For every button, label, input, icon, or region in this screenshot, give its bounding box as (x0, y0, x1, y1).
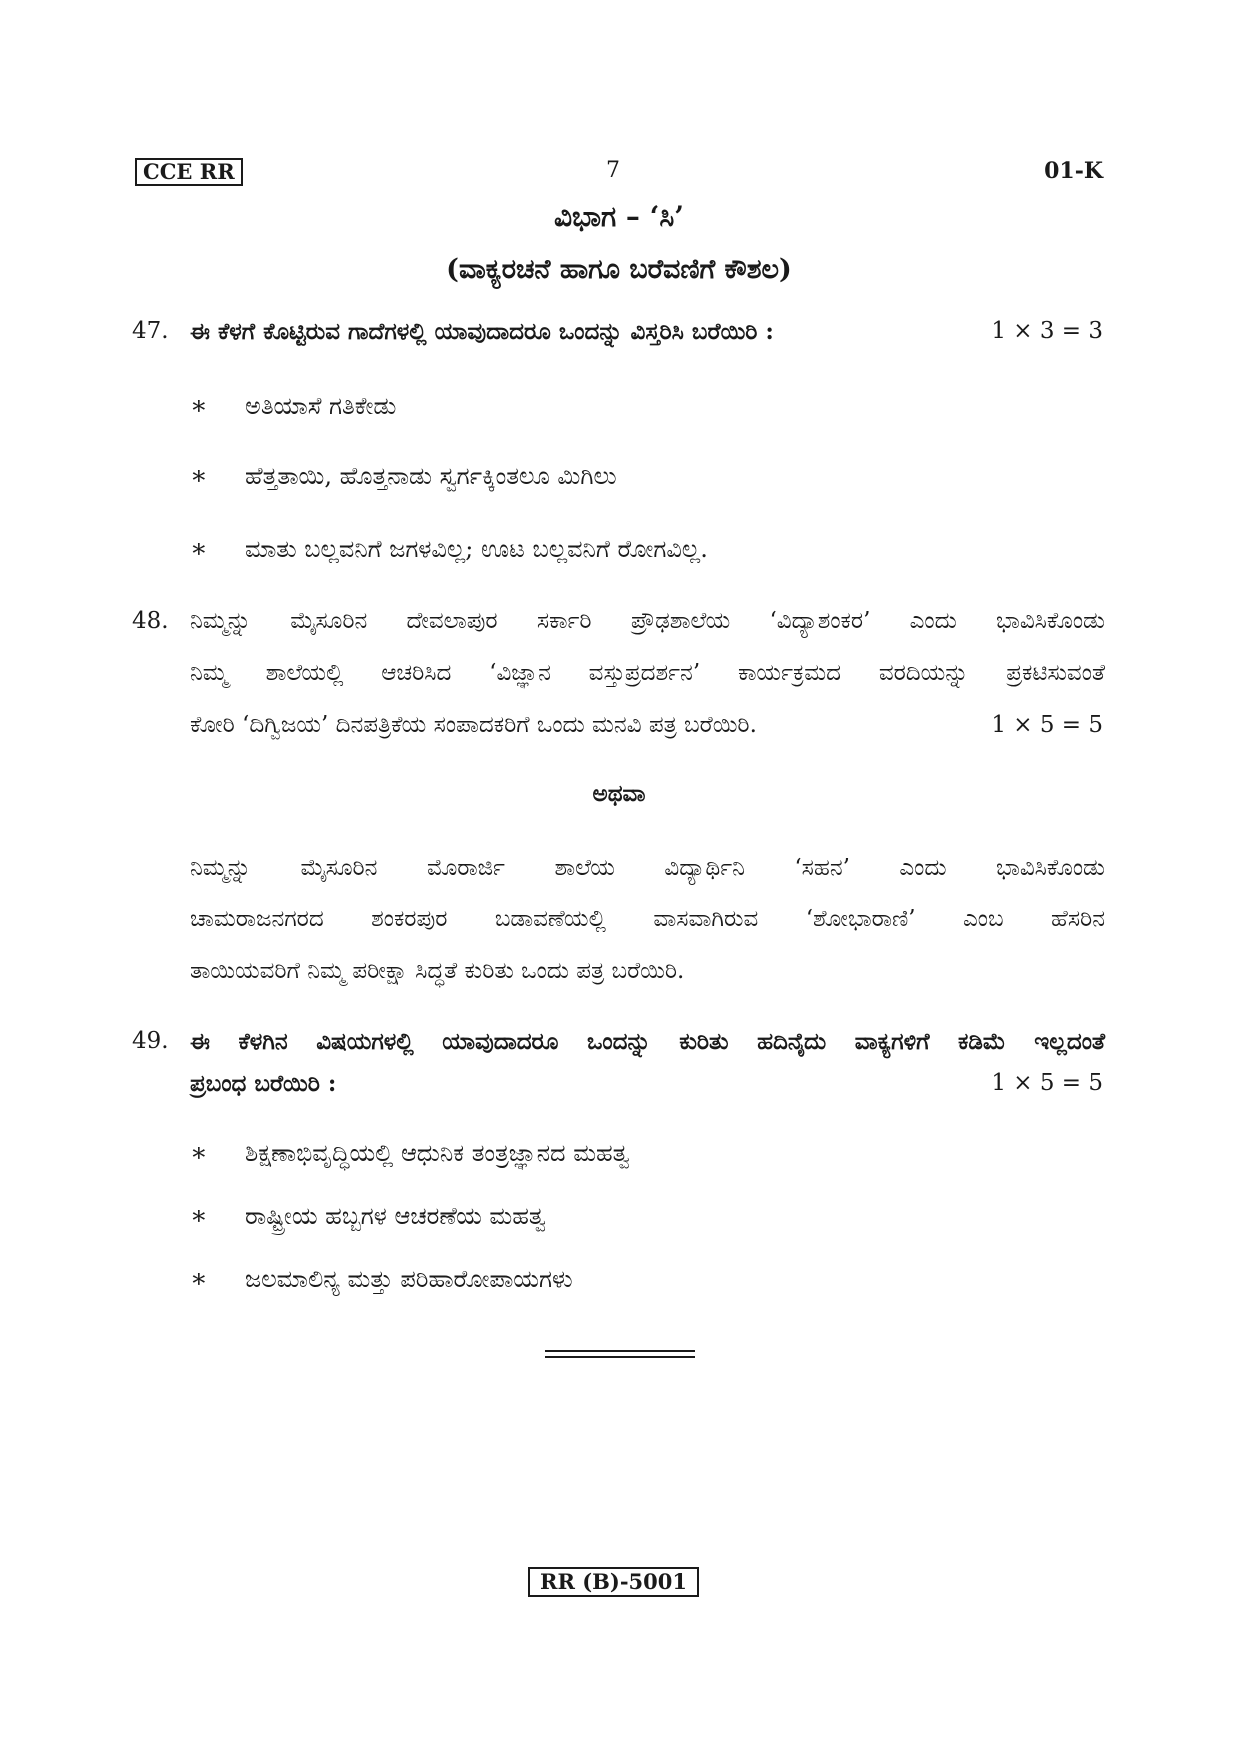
list-item: ಅತಿಯಾಸೆ ಗತಿಕೇಡು (245, 392, 397, 420)
list-item: ರಾಷ್ಟ್ರೀಯ ಹಬ್ಬಗಳ ಆಚರಣೆಯ ಮಹತ್ವ (245, 1202, 546, 1230)
header-code-box: CCE RR (135, 158, 243, 186)
bullet-icon: ∗ (190, 1201, 208, 1231)
list-item: ಹೆತ್ತತಾಯಿ, ಹೊತ್ತನಾಡು ಸ್ವರ್ಗಕ್ಕಿಂತಲೂ ಮಿಗಿಲು (245, 462, 617, 490)
question-number: 47. (132, 318, 169, 344)
question-text: ಪ್ರಬಂಧ ಬರೆಯಿರಿ : (190, 1070, 337, 1097)
section-subtitle: (ವಾಕ್ಯರಚನೆ ಹಾಗೂ ಬರೆವಣಿಗೆ ಕೌಶಲ) (446, 254, 792, 285)
bullet-icon: ∗ (190, 1138, 208, 1168)
question-marks: 1 × 5 = 5 (991, 1070, 1103, 1096)
alternative-line: ತಾಯಿಯವರಿಗೆ ನಿಮ್ಮ ಪರೀಕ್ಷಾ ಸಿದ್ಧತೆ ಕುರಿತು ಒಂದು ಪತ್ರ ಬರೆಯಿರಿ. (190, 958, 685, 984)
footer-code-box: RR (B)-5001 (528, 1567, 699, 1597)
list-item: ಮಾತು ಬಲ್ಲವನಿಗೆ ಜಗಳವಿಲ್ಲ; ಊಟ ಬಲ್ಲವನಿಗೆ ರೋಗವಿಲ್ಲ. (245, 535, 708, 563)
alternative-line: ನಿಮ್ಮನ್ನು ಮೈಸೂರಿನ ಮೊರಾರ್ಜಿ ಶಾಲೆಯ ವಿದ್ಯಾರ್ಥಿನಿ ‘ಸಹನ’ ಎಂದು ಭಾವಿಸಿಕೊಂಡು (190, 855, 1105, 881)
list-item: ಶಿಕ್ಷಣಾಭಿವೃದ್ಧಿಯಲ್ಲಿ ಆಧುನಿಕ ತಂತ್ರಜ್ಞಾನದ ಮಹತ್ವ (245, 1139, 630, 1167)
or-label: ಅಥವಾ (592, 780, 646, 807)
question-marks: 1 × 3 = 3 (991, 318, 1103, 344)
bullet-icon: ∗ (190, 1264, 208, 1294)
question-line: ಕೋರಿ ‘ದಿಗ್ವಿಜಯ’ ದಿನಪತ್ರಿಕೆಯ ಸಂಪಾದಕರಿಗೆ ಒಂದು ಮನವಿ ಪತ್ರ ಬರೆಯಿರಿ. (190, 712, 757, 738)
end-rule-bottom (545, 1356, 695, 1358)
page-number: 7 (606, 158, 620, 183)
bullet-icon: ∗ (190, 534, 208, 564)
question-line: ನಿಮ್ಮ ಶಾಲೆಯಲ್ಲಿ ಆಚರಿಸಿದ ‘ವಿಜ್ಞಾನ ವಸ್ತುಪ್ರದರ್ಶನ’ ಕಾರ್ಯಕ್ರಮದ ವರದಿಯನ್ನು ಪ್ರಕಟಿಸುವಂತೆ (190, 660, 1105, 686)
question-text: ಈ ಕೆಳಗೆ ಕೊಟ್ಟಿರುವ ಗಾದೆಗಳಲ್ಲಿ ಯಾವುದಾದರೂ ಒಂದನ್ನು ವಿಸ್ತರಿಸಿ ಬರೆಯಿರಿ : (190, 318, 774, 345)
paper-code: 01-K (1044, 158, 1103, 184)
section-title: ವಿಭಾಗ – ‘ಸಿ’ (553, 200, 685, 233)
bullet-icon: ∗ (190, 391, 208, 421)
bullet-icon: ∗ (190, 461, 208, 491)
question-number: 48. (132, 608, 169, 634)
question-text: ಈ ಕೆಳಗಿನ ವಿಷಯಗಳಲ್ಲಿ ಯಾವುದಾದರೂ ಒಂದನ್ನು ಕುರಿತು ಹದಿನೈದು ವಾಕ್ಯಗಳಿಗೆ ಕಡಿಮೆ ಇಲ್ಲದಂತೆ (190, 1028, 1105, 1055)
question-marks: 1 × 5 = 5 (991, 712, 1103, 738)
question-line: ನಿಮ್ಮನ್ನು ಮೈಸೂರಿನ ದೇವಲಾಪುರ ಸರ್ಕಾರಿ ಪ್ರೌಢಶಾಲೆಯ ‘ವಿದ್ಯಾಶಂಕರ’ ಎಂದು ಭಾವಿಸಿಕೊಂಡು (190, 608, 1105, 634)
alternative-line: ಚಾಮರಾಜನಗರದ ಶಂಕರಪುರ ಬಡಾವಣೆಯಲ್ಲಿ ವಾಸವಾಗಿರುವ ‘ಶೋಭಾರಾಣಿ’ ಎಂಬ ಹೆಸರಿನ (190, 906, 1105, 932)
list-item: ಜಲಮಾಲಿನ್ಯ ಮತ್ತು ಪರಿಹಾರೋಪಾಯಗಳು (245, 1265, 573, 1293)
question-number: 49. (132, 1028, 169, 1054)
end-rule-top (545, 1350, 695, 1352)
